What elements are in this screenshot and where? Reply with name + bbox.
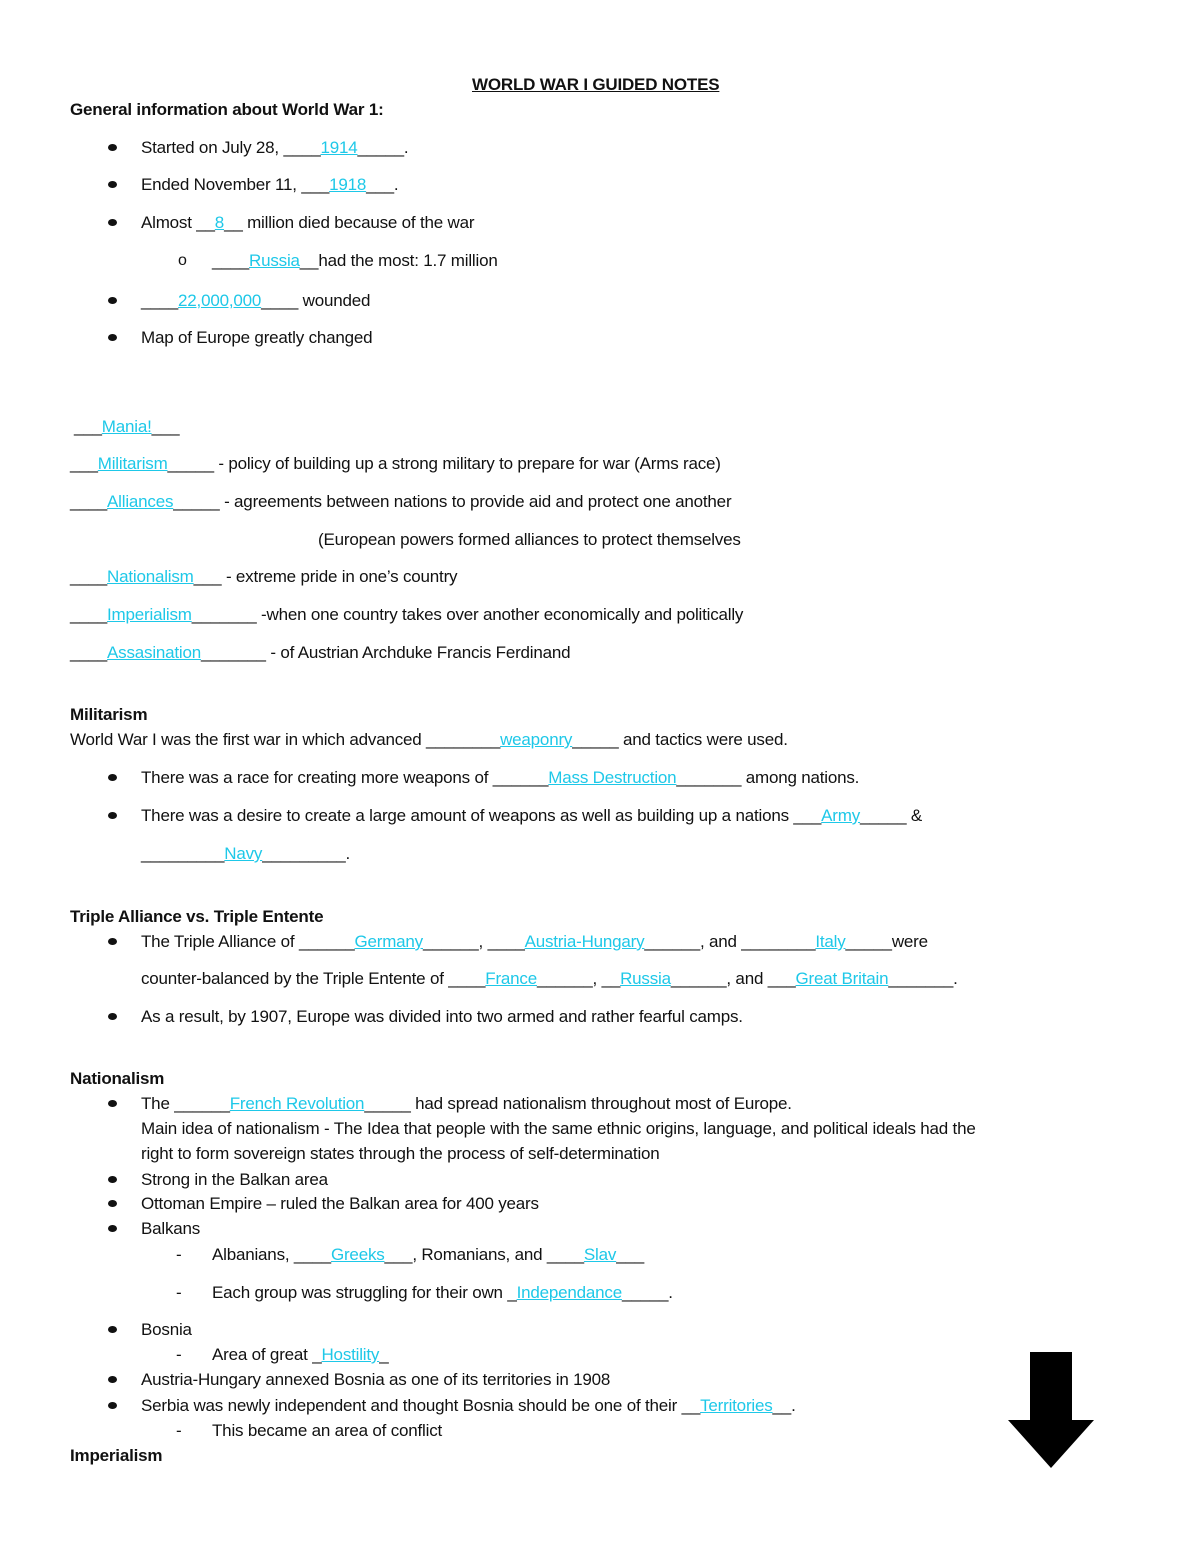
bullet <box>108 774 117 781</box>
bullet <box>108 812 117 819</box>
bullet <box>108 144 117 151</box>
answer-1914: 1914 <box>320 138 358 157</box>
dash-marker: - <box>176 1283 182 1302</box>
imperialism-def: ____Imperialism_______ -when one country takes over another economically and politically <box>70 605 744 624</box>
bullet <box>108 1200 117 1207</box>
triple-alliance-line: The Triple Alliance of ______Germany______, ____Austria-Hungary______, and ________Italy_____were <box>141 932 928 951</box>
result-line: As a result, by 1907, Europe was divided into two armed and rather fearful camps. <box>141 1007 743 1026</box>
dash-marker: - <box>176 1345 182 1364</box>
bullet <box>108 1176 117 1183</box>
bosnia-line: Bosnia <box>141 1320 192 1339</box>
ended-line: Ended November 11, ___1918___. <box>141 175 399 194</box>
bullet <box>108 1225 117 1232</box>
ottoman-line: Ottoman Empire – ruled the Balkan area for 400 years <box>141 1194 539 1213</box>
map-line: Map of Europe greatly changed <box>141 328 373 347</box>
groups-line: Albanians, ____Greeks___, Romanians, and ____Slav___ <box>212 1245 644 1264</box>
weapons-race-line: There was a race for creating more weapons of ______Mass Destruction_______ among nations. <box>141 768 860 787</box>
answer-mania: Mania! <box>101 417 152 436</box>
main-idea-line-2: right to form sovereign states through the process of self-determination <box>141 1144 660 1163</box>
triple-entente-line: counter-balanced by the Triple Entente of ____France______, __Russia______, and ___Great Britain_______. <box>141 969 958 988</box>
bullet <box>108 1376 117 1383</box>
alliances-note: (European powers formed alliances to protect themselves <box>318 530 741 549</box>
serbia-line: Serbia was newly independent and thought Bosnia should be one of their __Territories__. <box>141 1396 796 1415</box>
alliances-def: ____Alliances_____ - agreements between nations to provide aid and protect one another <box>70 492 732 511</box>
general-heading: General information about World War 1: <box>70 100 384 119</box>
dash-marker: - <box>176 1245 182 1264</box>
bullet <box>108 297 117 304</box>
bullet <box>108 219 117 226</box>
hostility-line: Area of great _Hostility_ <box>212 1345 389 1364</box>
nationalism-def: ____Nationalism___ - extreme pride in one’s country <box>70 567 458 586</box>
mania-line: ___Mania!___ <box>74 417 180 436</box>
militarism-def: ___Militarism_____ - policy of building up a strong military to prepare for war (Arms race) <box>70 454 721 473</box>
struggle-line: Each group was struggling for their own _Independance_____. <box>212 1283 673 1302</box>
bullet <box>108 334 117 341</box>
answer-wounded: 22,000,000 <box>178 291 262 310</box>
down-arrow-icon <box>1008 1352 1094 1468</box>
sub-bullet: o <box>178 252 187 269</box>
bullet <box>108 1013 117 1020</box>
strong-line: Strong in the Balkan area <box>141 1170 328 1189</box>
militarism-intro: World War I was the first war in which advanced ________weaponry_____ and tactics were used. <box>70 730 788 749</box>
bullet <box>108 938 117 945</box>
conflict-line: This became an area of conflict <box>212 1421 443 1440</box>
main-idea-line-1: Main idea of nationalism - The Idea that people with the same ethnic origins, language, and political ideals had the <box>141 1119 976 1138</box>
dash-marker: - <box>176 1421 182 1440</box>
militarism-heading: Militarism <box>70 705 148 724</box>
most-line: ____Russia__had the most: 1.7 million <box>212 251 498 270</box>
navy-line: _________Navy_________. <box>141 844 351 863</box>
wounded-line: ____22,000,000____ wounded <box>141 291 371 310</box>
annexed-line: Austria-Hungary annexed Bosnia as one of its territories in 1908 <box>141 1370 611 1389</box>
died-line: Almost __8__ million died because of the war <box>141 213 475 232</box>
nationalism-heading: Nationalism <box>70 1069 165 1088</box>
imperialism-heading: Imperialism <box>70 1446 163 1465</box>
alliance-heading: Triple Alliance vs. Triple Entente <box>70 907 324 926</box>
started-line: Started on July 28, ____1914_____. <box>141 138 409 157</box>
bullet <box>108 181 117 188</box>
army-line: There was a desire to create a large amount of weapons as well as building up a nations ___Army_____ & <box>141 806 922 825</box>
answer-8: 8 <box>214 213 225 232</box>
page-title: WORLD WAR I GUIDED NOTES <box>472 75 720 94</box>
bullet <box>108 1100 117 1107</box>
answer-russia: Russia <box>249 251 300 270</box>
balkans-line: Balkans <box>141 1219 201 1238</box>
bullet <box>108 1402 117 1409</box>
bullet <box>108 1326 117 1333</box>
answer-1918: 1918 <box>329 175 367 194</box>
revolution-line: The ______French Revolution_____ had spread nationalism throughout most of Europe. <box>141 1094 792 1113</box>
assassination-def: ____Assasination_______ - of Austrian Archduke Francis Ferdinand <box>70 643 571 662</box>
